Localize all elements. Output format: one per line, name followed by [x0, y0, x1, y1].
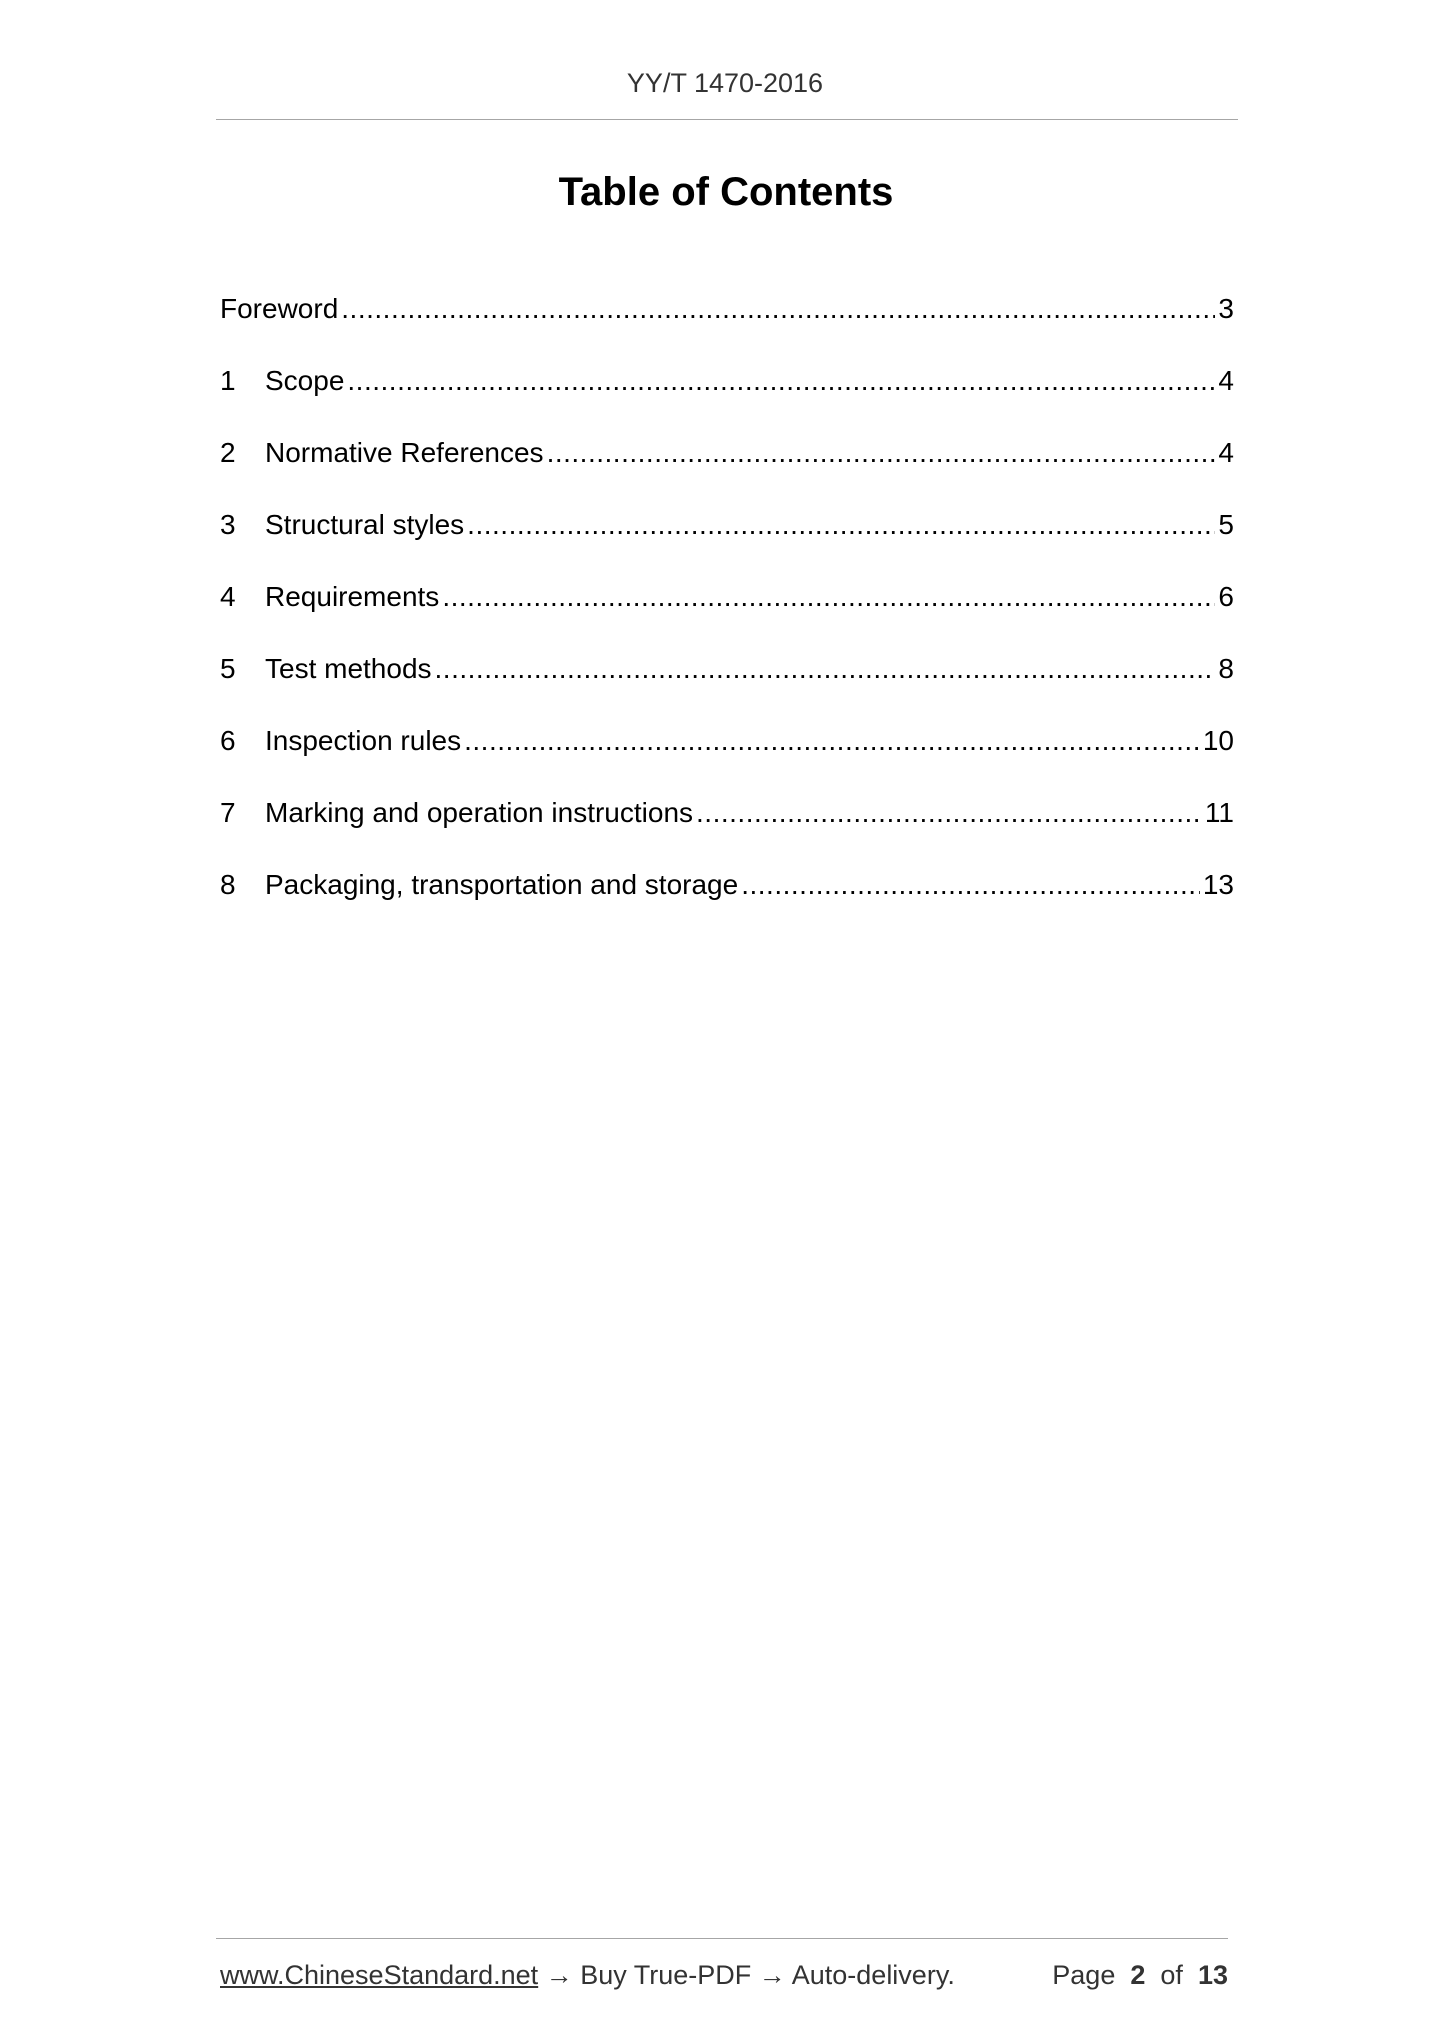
toc-entry-number: 5: [220, 653, 236, 684]
toc-dot-leader: [442, 581, 1215, 613]
toc-entry-normative-references[interactable]: [220, 437, 1234, 509]
toc-entry-label: Structural styles: [265, 509, 465, 540]
toc-entry-structural-styles[interactable]: [220, 509, 1234, 581]
toc-entry-label: Foreword: [220, 293, 339, 324]
toc-entry-marking[interactable]: [220, 797, 1234, 869]
page-footer: [220, 1960, 1228, 1991]
header-divider: [216, 119, 1238, 120]
toc-entry-label: Scope: [265, 365, 345, 396]
toc-entry-inspection-rules[interactable]: [220, 725, 1234, 797]
toc-entry-number: 3: [220, 509, 236, 540]
toc-entry-label: Inspection rules: [265, 725, 462, 756]
toc-title: Table of Contents: [558, 170, 894, 214]
toc-dot-leader: [435, 653, 1216, 685]
toc-entry-page: 6: [1218, 581, 1234, 612]
footer-promo-text: → Buy True-PDF → Auto-delivery.: [538, 1960, 955, 1990]
toc-entry-foreword[interactable]: [220, 293, 1234, 365]
toc-entry-page: 4: [1218, 365, 1234, 396]
toc-entry-scope[interactable]: [220, 365, 1234, 437]
toc-entry-number: 1: [220, 365, 236, 396]
toc-entry-page: 13: [1202, 869, 1234, 900]
current-page-number: 2: [1130, 1960, 1146, 1990]
toc-entry-number: 4: [220, 581, 236, 612]
toc-entry-number: 8: [220, 869, 236, 900]
toc-dot-leader: [464, 725, 1200, 757]
toc-entry-page: 5: [1218, 509, 1234, 540]
toc-dot-leader: [696, 797, 1202, 829]
toc-entry-page: 11: [1204, 797, 1234, 828]
toc-entry-number: 6: [220, 725, 236, 756]
site-link[interactable]: www.ChineseStandard.net: [220, 1960, 539, 1990]
total-pages-number: 13: [1197, 1960, 1228, 1990]
toc-entry-page: 8: [1218, 653, 1234, 684]
toc-entry-label: Marking and operation instructions: [265, 797, 694, 828]
toc-entry-page: 10: [1202, 725, 1234, 756]
toc-entry-packaging[interactable]: [220, 869, 1234, 941]
toc-dot-leader: [547, 437, 1216, 469]
page-word: Page: [1052, 1960, 1116, 1990]
toc-entry-label: Requirements: [265, 581, 440, 612]
toc-list: [220, 293, 1234, 941]
toc-entry-number: 7: [220, 797, 236, 828]
footer-divider: [216, 1938, 1228, 1939]
toc-dot-leader: [347, 365, 1215, 397]
toc-entry-number: 2: [220, 437, 236, 468]
page-indicator: [1052, 1960, 1228, 1991]
document-code-header: YY/T 1470-2016: [626, 68, 824, 98]
toc-dot-leader: [741, 869, 1200, 901]
toc-entry-label: Test methods: [265, 653, 432, 684]
of-word: of: [1160, 1960, 1183, 1990]
toc-entry-test-methods[interactable]: [220, 653, 1234, 725]
toc-entry-label: Packaging, transportation and storage: [265, 869, 739, 900]
toc-entry-label: Normative References: [265, 437, 544, 468]
toc-entry-page: 3: [1218, 293, 1234, 324]
toc-entry-page: 4: [1218, 437, 1234, 468]
toc-entry-requirements[interactable]: [220, 581, 1234, 653]
toc-dot-leader: [467, 509, 1215, 541]
toc-dot-leader: [341, 293, 1215, 325]
